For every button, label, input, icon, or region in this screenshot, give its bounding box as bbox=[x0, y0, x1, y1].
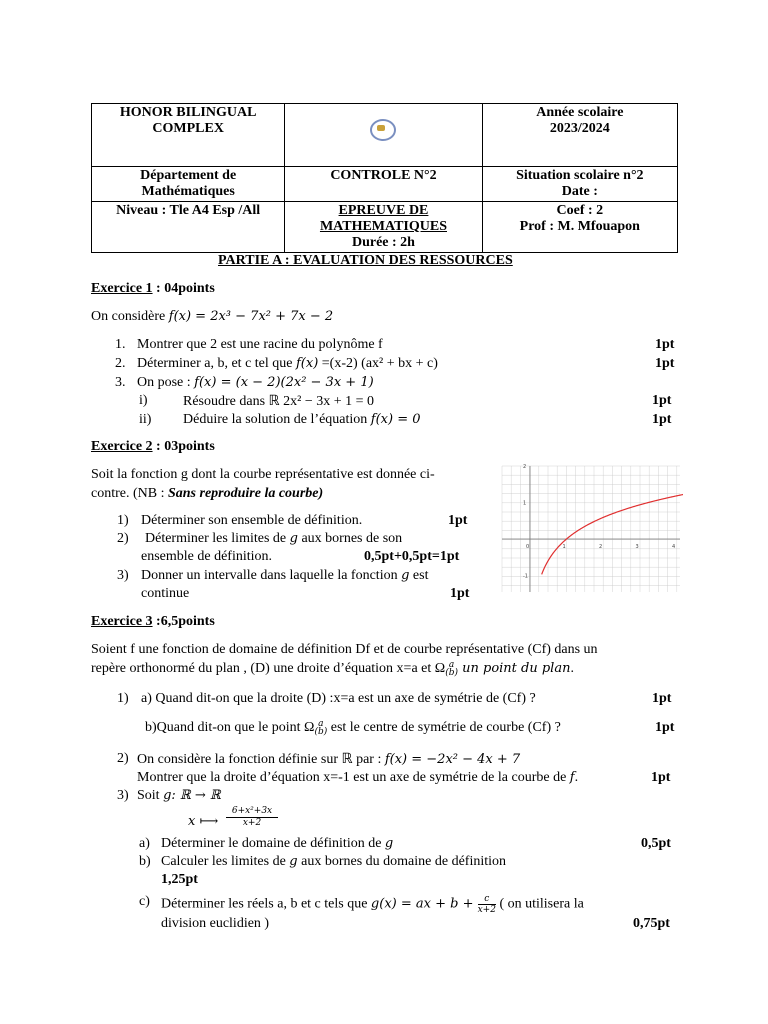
ex3-qc-denominator: x+2 bbox=[477, 905, 496, 915]
ex2-title: Exercice 2 bbox=[91, 439, 153, 454]
ex3-qc-line2: division euclidien ) bbox=[161, 916, 270, 931]
coef-cell bbox=[482, 202, 677, 253]
ex3-qc-points: 0,75pt bbox=[633, 916, 670, 931]
header-table bbox=[91, 103, 678, 253]
ex1-q3-text bbox=[137, 375, 374, 391]
omega-b-2: b bbox=[317, 727, 324, 737]
y-tick-label: 1 bbox=[523, 500, 527, 507]
control-cell bbox=[285, 167, 482, 202]
school-cell bbox=[92, 104, 285, 167]
ex3-title: Exercice 3 bbox=[91, 614, 153, 629]
ex2-intro2-italic: Sans reproduire la courbe) bbox=[167, 486, 324, 501]
ex3-intro2-lead: repère orthonormé du plan , (D) une droite d’équation x=a et Ω bbox=[91, 661, 446, 677]
ex3-qa-lead: Déterminer le domaine de définition de bbox=[161, 836, 385, 851]
ex1-q2-rest: =(x-2) (ax² + bx + c) bbox=[318, 356, 438, 371]
ex3-qc-num: c) bbox=[139, 894, 150, 909]
ex3-qb-text bbox=[161, 854, 506, 870]
x-tick-label: 0 bbox=[526, 544, 530, 550]
level-cell bbox=[92, 202, 285, 253]
ex3-q3-num: 3) bbox=[117, 788, 129, 803]
ex3-intro2-italic: un point du plan bbox=[457, 661, 571, 677]
ex3-qc-numerator: c bbox=[478, 894, 496, 905]
ex1-title: Exercice 1 bbox=[91, 281, 153, 296]
ex2-intro-line1: Soit la fonction g dont la courbe représentative est donnée ci- bbox=[91, 467, 435, 482]
epreuve-line1: EPREUVE DE bbox=[338, 203, 429, 218]
ex2-q1-num: 1) bbox=[117, 513, 129, 528]
ex3-qc-text bbox=[161, 894, 584, 915]
ex2-q3-line2: continue bbox=[141, 586, 190, 601]
ex1-qii-math: f(x) = 0 bbox=[370, 412, 421, 427]
omega-a: a bbox=[448, 660, 455, 670]
ex3-q2b-f: f bbox=[569, 770, 575, 785]
school-name-line1: HONOR BILINGUAL bbox=[119, 105, 257, 120]
ex3-q1a-text: a) Quand dit-on que la droite (D) :x=a est un axe de symétrie de (Cf) ? bbox=[141, 691, 536, 706]
duration-label: Durée : 2h bbox=[351, 235, 415, 250]
ex3-q1a-points: 1pt bbox=[652, 691, 672, 706]
ex2-q3-g: g bbox=[401, 568, 410, 583]
ex3-q3-lead: Soit bbox=[137, 788, 164, 803]
ex3-intro-line1: Soient f une fonction de domaine de définition Df et de courbe représentative (Cf) dans un bbox=[91, 642, 598, 657]
ex2-intro2-lead: contre. (NB : bbox=[91, 486, 168, 501]
x-tick-label: 3 bbox=[635, 544, 639, 550]
ex1-q3-math: f(x) = (x − 2)(2x² − 3x + 1) bbox=[194, 375, 374, 390]
logo-cell bbox=[285, 104, 482, 167]
school-year: 2023/2024 bbox=[549, 121, 610, 136]
ex3-qa-text bbox=[161, 836, 393, 852]
ex2-q2-g: g bbox=[289, 531, 298, 546]
ex3-q3-denominator: x+2 bbox=[242, 818, 262, 828]
ex3-q2-num: 2) bbox=[117, 751, 129, 766]
ex1-intro-text: On considère bbox=[91, 309, 169, 324]
ex3-q3-map: x ⟼ bbox=[188, 814, 219, 829]
ex3-qa-num: a) bbox=[139, 836, 150, 851]
ex2-q1-points: 1pt bbox=[448, 513, 468, 528]
ex1-qii-num: ii) bbox=[139, 412, 152, 427]
ex1-intro-math: f(x) = 2x³ − 7x² + 7x − 2 bbox=[168, 309, 334, 324]
year-cell bbox=[482, 104, 677, 167]
ex2-q3-points: 1pt bbox=[450, 586, 470, 601]
ex2-q3-mid: est bbox=[409, 568, 429, 583]
ex3-q1b-rest: est le centre de symétrie de courbe (Cf) ? bbox=[327, 720, 561, 736]
ex2-q2-num: 2) bbox=[117, 531, 129, 546]
ex2-q3-lead: Donner un intervalle dans laquelle la fonction bbox=[141, 568, 402, 583]
ex3-q2-lead: On considère la fonction définie sur ℝ par : bbox=[137, 752, 385, 767]
ex3-intro2-end: . bbox=[570, 661, 574, 677]
ex3-q3-math: g: ℝ → ℝ bbox=[163, 788, 221, 803]
omega-a-2: a bbox=[318, 719, 324, 729]
graph-tick-labels bbox=[523, 464, 675, 580]
ex3-q3-fraction bbox=[226, 806, 278, 829]
ex3-q2b-end: . bbox=[574, 770, 579, 785]
situation-cell bbox=[482, 167, 677, 202]
ex1-qi-text: Résoudre dans ℝ 2x² − 3x + 1 = 0 bbox=[183, 394, 375, 409]
ex3-q2-math: f(x) = −2x² − 4x + 7 bbox=[384, 752, 521, 767]
ex3-qc-math: g(x) = ax + b + bbox=[370, 896, 478, 912]
ex1-q2-math: f(x) bbox=[295, 356, 319, 371]
ex2-points: : 03points bbox=[152, 439, 215, 454]
ex3-qb-lead: Calculer les limites de bbox=[161, 854, 290, 869]
ex3-qb-num: b) bbox=[139, 854, 151, 869]
ex2-q2-points: 0,5pt+0,5pt=1pt bbox=[364, 549, 460, 564]
situation-label: Situation scolaire n°2 bbox=[516, 168, 644, 183]
ex3-q1b-text bbox=[145, 720, 561, 736]
ex1-qi-points: 1pt bbox=[652, 393, 672, 408]
ex3-q2b-lead: Montrer que la droite d’équation x=-1 est un axe de symétrie de la courbe de bbox=[137, 770, 570, 785]
ex1-heading bbox=[91, 281, 215, 297]
partie-a-title: PARTIE A : EVALUATION DES RESSOURCES bbox=[218, 253, 513, 268]
ex3-qa-points: 0,5pt bbox=[641, 836, 671, 851]
year-label: Année scolaire bbox=[536, 105, 624, 120]
ex3-q1-num: 1) bbox=[117, 691, 129, 706]
ex3-qb-points: 1,25pt bbox=[161, 872, 198, 887]
school-name-line2: COMPLEX bbox=[152, 121, 224, 136]
x-tick-label: 4 bbox=[672, 544, 676, 550]
ex2-q3-num: 3) bbox=[117, 568, 129, 583]
ex1-points: : 04points bbox=[152, 281, 215, 296]
ex2-q2-text bbox=[145, 531, 402, 547]
omega-vector-2: (a b) bbox=[314, 719, 328, 737]
ex3-qb-rest: aux bornes du domaine de définition bbox=[297, 854, 507, 869]
ex3-intro-line2 bbox=[91, 661, 574, 677]
prof-label: Prof : M. Mfouapon bbox=[519, 219, 640, 234]
ex2-heading bbox=[91, 439, 215, 455]
ex3-q2-line2 bbox=[137, 770, 578, 786]
epreuve-line2: MATHEMATIQUES bbox=[319, 219, 447, 234]
ex3-q3-numerator: 6+x²+3x bbox=[226, 806, 278, 818]
epreuve-cell bbox=[285, 202, 482, 253]
coef-label: Coef : 2 bbox=[556, 203, 604, 218]
ex2-q2-line2: ensemble de définition. bbox=[141, 549, 273, 564]
y-tick-label: -1 bbox=[523, 573, 528, 580]
date-label: Date : bbox=[561, 184, 598, 199]
ex3-q2-text bbox=[137, 751, 520, 768]
ex1-q2-lead: Déterminer a, b, et c tel que bbox=[137, 356, 296, 371]
y-tick-label: 2 bbox=[523, 464, 527, 470]
function-graph bbox=[496, 462, 683, 594]
ex3-q3-text bbox=[137, 788, 221, 804]
ex3-qa-g: g bbox=[384, 836, 394, 851]
ex3-qb-g: g bbox=[289, 854, 298, 869]
ex3-qc-lead: Déterminer les réels a, b et c tels que bbox=[161, 896, 371, 912]
control-number: CONTROLE N°2 bbox=[330, 168, 437, 183]
ex1-q2-num: 2. bbox=[115, 356, 126, 371]
ex1-q1-points: 1pt bbox=[655, 337, 675, 352]
ex1-q2-text bbox=[137, 356, 438, 372]
ex3-q2-points: 1pt bbox=[651, 770, 671, 785]
ex3-qc-fraction bbox=[478, 894, 496, 915]
ex1-intro bbox=[91, 309, 333, 325]
x-tick-label: 2 bbox=[599, 544, 603, 550]
ex1-qi-num: i) bbox=[139, 393, 148, 408]
ex2-q2-mid: aux bornes de son bbox=[297, 531, 403, 546]
ex1-qii-text bbox=[183, 412, 421, 428]
ex3-q1b-points: 1pt bbox=[655, 720, 675, 735]
ex3-qc-rest: ( on utilisera la bbox=[495, 896, 584, 912]
ex3-q1b-lead: b)Quand dit-on que le point Ω bbox=[145, 720, 315, 736]
dept-cell bbox=[92, 167, 285, 202]
ex2-q3-text bbox=[141, 568, 428, 584]
ex2-intro-line2 bbox=[91, 486, 323, 502]
ex1-q1-text: Montrer que 2 est une racine du polynôme f bbox=[137, 337, 383, 352]
ex2-q2-lead: Déterminer les limites de bbox=[145, 531, 290, 546]
level-label: Niveau : Tle A4 Esp /All bbox=[116, 203, 261, 218]
dept-line2: Mathématiques bbox=[141, 184, 235, 199]
x-tick-label: 1 bbox=[562, 544, 566, 550]
school-logo-icon bbox=[370, 119, 396, 141]
dept-line1: Département de bbox=[140, 168, 237, 183]
ex1-qii-points: 1pt bbox=[652, 412, 672, 427]
ex1-q1-num: 1. bbox=[115, 337, 126, 352]
ex1-q2-points: 1pt bbox=[655, 356, 675, 371]
graph-grid bbox=[502, 466, 680, 592]
ex1-q3-lead: On pose : bbox=[137, 375, 195, 390]
ex1-qii-lead: Déduire la solution de l’équation bbox=[183, 412, 371, 427]
ex1-q3-num: 3. bbox=[115, 375, 126, 390]
omega-vector: (a b) bbox=[445, 660, 458, 678]
ex3-points: :6,5points bbox=[152, 614, 215, 629]
omega-b: b bbox=[448, 668, 455, 678]
ex2-q1-text: Déterminer son ensemble de définition. bbox=[141, 513, 363, 528]
ex3-heading bbox=[91, 614, 215, 630]
